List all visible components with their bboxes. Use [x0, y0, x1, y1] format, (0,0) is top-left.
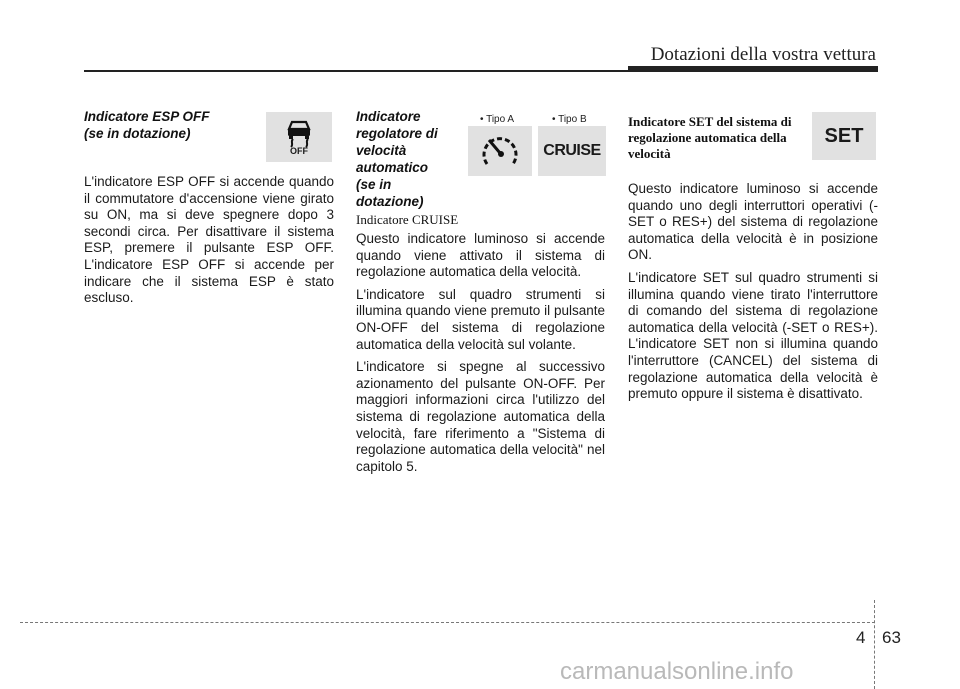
tipo-b-label: • Tipo B: [552, 114, 587, 125]
cruise-heading-line4: automatico: [356, 160, 429, 175]
watermark: carmanualsonline.info: [560, 658, 794, 685]
esp-off-icon: [266, 112, 332, 162]
chapter-number: 4: [856, 628, 866, 647]
tipo-a-label: • Tipo A: [480, 114, 515, 125]
set-icon-label: SET: [824, 124, 864, 147]
set-icon: [812, 112, 876, 160]
set-heading-line1: Indicatore SET del sistema di: [628, 114, 792, 129]
set-heading-line2: regolazione automatica della: [628, 130, 787, 145]
esp-off-heading-line2: (se in dotazione): [84, 126, 191, 141]
header-rule: [84, 70, 878, 72]
page-header-title: Dotazioni della vostra vettura: [650, 44, 876, 65]
cruise-heading-line2: regolatore di: [356, 126, 438, 141]
footer-rule: [20, 622, 875, 623]
set-para-2: L'indicatore SET sul quadro strumenti si illumina quando viene tirato l'interruttore di comando del sistema di regolazione automatica della velocità (-SET o RES+). L'indicatore SET non si illumina quando l'interruttore (CANCEL) del sistema di regolazione automatica della velocità è premuto oppure il sistema è disattivato.: [628, 269, 878, 402]
page-number: 63: [882, 628, 901, 647]
cruise-heading-line5: (se in: [356, 177, 392, 192]
cruise-heading-line6: dotazione): [356, 194, 424, 209]
cruise-icon-label: CRUISE: [543, 142, 601, 159]
esp-off-icon-label: OFF: [290, 146, 308, 156]
footer-vertical-rule: [874, 600, 875, 689]
esp-off-heading-line1: Indicatore ESP OFF: [84, 109, 210, 124]
cruise-subheading: Indicatore CRUISE: [356, 212, 459, 227]
cruise-para-2: L'indicatore sul quadro strumenti si illumina quando viene premuto il pulsante ON-OFF del sistema di regolazione automatica della velocità sul volante.: [356, 286, 605, 352]
set-para-1: Questo indicatore luminoso si accende quando uno degli interruttori operativi (-SET o RES+) del sistema di regolazione automatica della velocità è in posizione ON.: [628, 181, 878, 263]
speedometer-icon: [479, 132, 521, 170]
set-heading-line3: velocità: [628, 146, 671, 161]
set-heading: [628, 114, 808, 162]
cruise-type-a-icon: [468, 126, 532, 176]
cruise-heading-line3: velocità: [356, 143, 407, 158]
cruise-para-3: L'indicatore si spegne al successivo azionamento del pulsante ON-OFF. Per maggiori informazioni circa l'utilizzo del sistema di regolazione automatica della velocità, fare riferimento a "Sistema di regolazione automatica della velocità" nel capitolo 5.: [356, 359, 605, 474]
cruise-heading-line1: Indicatore: [356, 109, 421, 124]
skidding-car-icon: [282, 118, 316, 148]
cruise-type-b-icon: [538, 126, 606, 176]
cruise-para-1: Questo indicatore luminoso si accende quando viene attivato il sistema di regolazione automatica della velocità.: [356, 231, 605, 280]
esp-off-body: L'indicatore ESP OFF si accende quando il commutatore d'accensione viene girato su ON, ma si deve spegnere dopo 3 secondi circa. Per disattivare il sistema ESP, premere il pulsante ESP OFF. L'indicatore ESP OFF si accende per indicare che il sistema ESP è stato escluso.: [84, 174, 334, 306]
